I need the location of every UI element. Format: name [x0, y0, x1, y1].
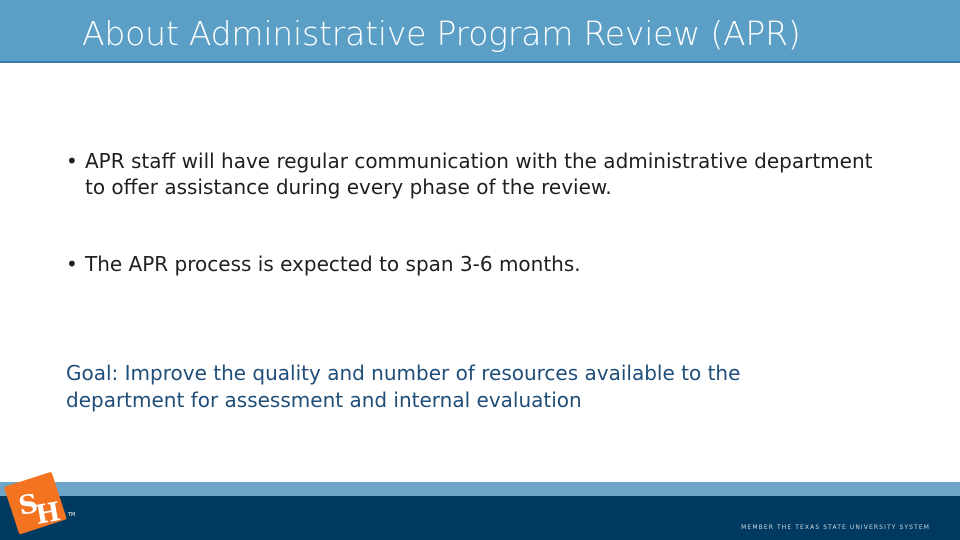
bullet-item-communication	[66, 148, 886, 200]
system-affiliation: MEMBER THE TEXAS STATE UNIVERSITY SYSTEM	[741, 524, 930, 531]
shsu-logo	[1, 470, 71, 540]
svg-text:S: S	[16, 488, 41, 522]
footer-bar	[0, 496, 960, 540]
bullet-item-timeline	[66, 251, 886, 277]
bullet-marker: •	[66, 252, 78, 276]
bullet-list	[66, 148, 886, 277]
bullet-text-communication: APR staff will have regular communication with the administrative department to offer assistance during every phase of the review.	[85, 149, 873, 199]
goal-statement: Goal: Improve the quality and number of resources available to the department for assessment and internal evaluation	[66, 361, 741, 412]
bullet-text-timeline: The APR process is expected to span 3-6 months.	[85, 252, 581, 276]
bullet-marker: •	[66, 149, 78, 173]
slide-title: About Administrative Program Review (APR)	[82, 14, 801, 53]
footer-stripe	[0, 482, 960, 496]
title-rule	[0, 61, 960, 63]
trademark-mark: TM	[68, 512, 76, 518]
svg-text:H: H	[33, 497, 63, 531]
